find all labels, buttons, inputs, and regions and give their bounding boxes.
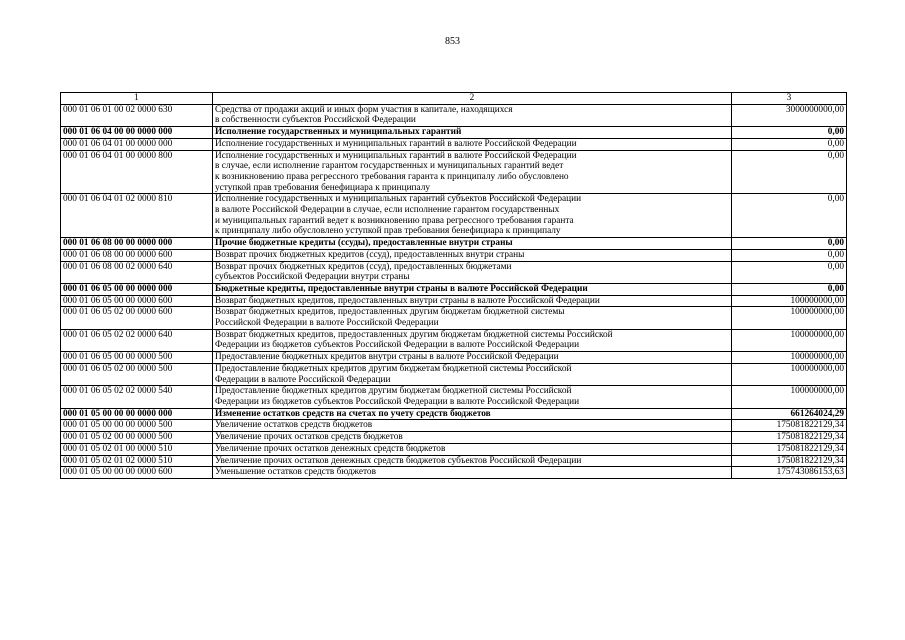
budget-code-cell: 000 01 06 05 02 02 0000 540 bbox=[61, 386, 213, 408]
amount-cell: 100000000,00 bbox=[732, 329, 847, 351]
table-row bbox=[61, 138, 847, 150]
item-name-cell: Предоставление бюджетных кредитов другим бюджетам бюджетной системы Российской Федерации из бюджетов субъектов Российской Федерации в валюте Российской Федерации bbox=[213, 386, 732, 408]
header-col-2: 2 bbox=[213, 93, 732, 105]
table-row bbox=[61, 408, 847, 420]
page-number: 853 bbox=[445, 36, 460, 47]
budget-code-cell: 000 01 05 02 00 00 0000 500 bbox=[61, 432, 213, 444]
amount-cell: 0,00 bbox=[732, 194, 847, 238]
amount-cell: 0,00 bbox=[732, 127, 847, 139]
item-name-cell: Увеличение прочих остатков денежных средств бюджетов субъектов Российской Федерации bbox=[213, 455, 732, 467]
item-name-cell: Прочие бюджетные кредиты (ссуды), предоставленные внутри страны bbox=[213, 238, 732, 250]
item-name-cell: Средства от продажи акций и иных форм участия в капитале, находящихся в собственности субъектов Российской Федерации bbox=[213, 104, 732, 126]
item-name-cell: Уменьшение остатков средств бюджетов bbox=[213, 467, 732, 479]
budget-code-cell: 000 01 06 05 02 02 0000 640 bbox=[61, 329, 213, 351]
budget-code-cell: 000 01 06 08 00 00 0000 600 bbox=[61, 249, 213, 261]
budget-code-cell: 000 01 06 04 01 00 0000 800 bbox=[61, 150, 213, 194]
item-name-cell: Возврат бюджетных кредитов, предоставленных другим бюджетам бюджетной системы Российской Федерации из бюджетов субъектов Российской Федерации в валюте Российской Федерации bbox=[213, 329, 732, 351]
item-name-cell: Исполнение государственных и муниципальных гарантий в валюте Российской Федерации bbox=[213, 138, 732, 150]
table-row bbox=[61, 432, 847, 444]
amount-cell: 175081822129,34 bbox=[732, 432, 847, 444]
table-row bbox=[61, 329, 847, 351]
table-row bbox=[61, 467, 847, 479]
budget-code-cell: 000 01 06 04 01 02 0000 810 bbox=[61, 194, 213, 238]
amount-cell: 0,00 bbox=[732, 238, 847, 250]
item-name-cell: Предоставление бюджетных кредитов внутри страны в валюте Российской Федерации bbox=[213, 352, 732, 364]
header-col-1: 1 bbox=[61, 93, 213, 105]
budget-code-cell: 000 01 05 02 01 00 0000 510 bbox=[61, 443, 213, 455]
amount-cell: 100000000,00 bbox=[732, 352, 847, 364]
table-row bbox=[61, 283, 847, 295]
amount-cell: 0,00 bbox=[732, 283, 847, 295]
table-row bbox=[61, 420, 847, 432]
table-row bbox=[61, 443, 847, 455]
budget-code-cell: 000 01 06 05 02 00 0000 500 bbox=[61, 363, 213, 385]
header-col-3: 3 bbox=[732, 93, 847, 105]
table-row bbox=[61, 352, 847, 364]
budget-code-cell: 000 01 06 08 00 00 0000 000 bbox=[61, 238, 213, 250]
budget-code-cell: 000 01 06 05 00 00 0000 000 bbox=[61, 283, 213, 295]
table-row bbox=[61, 150, 847, 194]
amount-cell: 0,00 bbox=[732, 261, 847, 283]
item-name-cell: Возврат бюджетных кредитов, предоставленных внутри страны в валюте Российской Федерации bbox=[213, 295, 732, 307]
amount-cell: 100000000,00 bbox=[732, 386, 847, 408]
table-row bbox=[61, 194, 847, 238]
item-name-cell: Возврат прочих бюджетных кредитов (ссуд), предоставленных внутри страны bbox=[213, 249, 732, 261]
item-name-cell: Возврат прочих бюджетных кредитов (ссуд), предоставленных бюджетами субъектов Российской Федерации внутри страны bbox=[213, 261, 732, 283]
table-row bbox=[61, 386, 847, 408]
budget-code-cell: 000 01 05 00 00 00 0000 500 bbox=[61, 420, 213, 432]
amount-cell: 100000000,00 bbox=[732, 307, 847, 329]
table-row bbox=[61, 261, 847, 283]
amount-cell: 100000000,00 bbox=[732, 363, 847, 385]
budget-code-cell: 000 01 06 01 00 02 0000 630 bbox=[61, 104, 213, 126]
budget-code-cell: 000 01 06 05 00 00 0000 600 bbox=[61, 295, 213, 307]
amount-cell: 175081822129,34 bbox=[732, 443, 847, 455]
item-name-cell: Увеличение прочих остатков средств бюджетов bbox=[213, 432, 732, 444]
budget-code-cell: 000 01 05 00 00 00 0000 600 bbox=[61, 467, 213, 479]
amount-cell: 175081822129,34 bbox=[732, 420, 847, 432]
budget-code-cell: 000 01 06 08 00 02 0000 640 bbox=[61, 261, 213, 283]
budget-sources-table bbox=[60, 92, 847, 479]
item-name-cell: Исполнение государственных и муниципальных гарантий bbox=[213, 127, 732, 139]
budget-code-cell: 000 01 06 05 00 00 0000 500 bbox=[61, 352, 213, 364]
budget-code-cell: 000 01 06 05 02 00 0000 600 bbox=[61, 307, 213, 329]
table-body bbox=[61, 104, 847, 478]
item-name-cell: Изменение остатков средств на счетах по учету средств бюджетов bbox=[213, 408, 732, 420]
item-name-cell: Предоставление бюджетных кредитов другим бюджетам бюджетной системы Российской Федерации в валюте Российской Федерации bbox=[213, 363, 732, 385]
item-name-cell: Исполнение государственных и муниципальных гарантий субъектов Российской Федерации в валюте Российской Федерации в случае, если исполнение гарантом государственных и муниципальных гарантий ведет к возникновению права регрессного требования гаранта к принципалу либо обусловлено уступкой прав требования бенефициара к принципалу bbox=[213, 194, 732, 238]
table-row bbox=[61, 363, 847, 385]
item-name-cell: Исполнение государственных и муниципальных гарантий в валюте Российской Федерации в случае, если исполнение гарантом государственных и муниципальных гарантий ведет к возникновению права регрессного требования гаранта к принципалу либо обусловлено уступкой прав требования бенефициара к принципалу bbox=[213, 150, 732, 194]
table-row bbox=[61, 104, 847, 126]
table-header-row bbox=[61, 93, 847, 105]
table-row bbox=[61, 238, 847, 250]
item-name-cell: Увеличение остатков средств бюджетов bbox=[213, 420, 732, 432]
item-name-cell: Бюджетные кредиты, предоставленные внутри страны в валюте Российской Федерации bbox=[213, 283, 732, 295]
amount-cell: 661264024,29 bbox=[732, 408, 847, 420]
amount-cell: 100000000,00 bbox=[732, 295, 847, 307]
amount-cell: 0,00 bbox=[732, 249, 847, 261]
amount-cell: 175081822129,34 bbox=[732, 455, 847, 467]
budget-code-cell: 000 01 05 02 01 02 0000 510 bbox=[61, 455, 213, 467]
table-row bbox=[61, 307, 847, 329]
budget-code-cell: 000 01 06 04 00 00 0000 000 bbox=[61, 127, 213, 139]
item-name-cell: Увеличение прочих остатков денежных средств бюджетов bbox=[213, 443, 732, 455]
item-name-cell: Возврат бюджетных кредитов, предоставленных другим бюджетам бюджетной системы Российской Федерации в валюте Российской Федерации bbox=[213, 307, 732, 329]
budget-code-cell: 000 01 05 00 00 00 0000 000 bbox=[61, 408, 213, 420]
table-row bbox=[61, 295, 847, 307]
table-row bbox=[61, 127, 847, 139]
amount-cell: 3000000000,00 bbox=[732, 104, 847, 126]
table-row bbox=[61, 455, 847, 467]
budget-code-cell: 000 01 06 04 01 00 0000 000 bbox=[61, 138, 213, 150]
amount-cell: 0,00 bbox=[732, 150, 847, 194]
amount-cell: 175743086153,63 bbox=[732, 467, 847, 479]
amount-cell: 0,00 bbox=[732, 138, 847, 150]
table-row bbox=[61, 249, 847, 261]
